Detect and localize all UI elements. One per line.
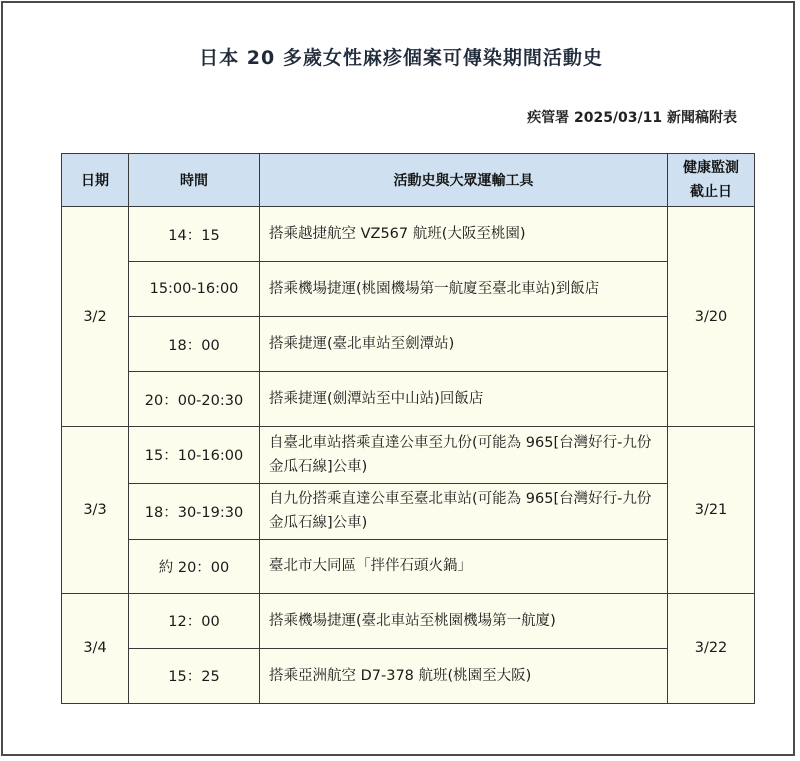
activity-cell: 自臺北車站搭乘直達公車至九份(可能為 965[台灣好行-九份金瓜石線]公車) [260,427,668,483]
time-cell: 12：00 [129,593,260,648]
page-title: 日本 20 多歲女性麻疹個案可傳染期間活動史 [199,47,603,69]
table-row [62,427,755,483]
date-cell: 3/2 [62,207,129,427]
activity-cell: 搭乘亞洲航空 D7-378 航班(桃園至大阪) [260,648,668,703]
header-monitor-line2: 截止日 [690,184,732,200]
header-monitor-end [668,154,755,207]
table-header-row [62,154,755,207]
header-monitor-line1: 健康監測 [683,160,739,176]
time-cell: 14：15 [129,207,260,262]
activity-cell: 搭乘機場捷運(臺北車站至桃園機場第一航廈) [260,593,668,648]
monitor-end-cell: 3/21 [668,427,755,593]
time-cell: 18：30-19:30 [129,483,260,539]
source-note: 疾管署 2025/03/11 新聞稿附表 [527,110,737,126]
activity-cell: 搭乘捷運(臺北車站至劍潭站) [260,317,668,372]
time-cell: 15:00-16:00 [129,262,260,317]
time-cell: 20：00-20:30 [129,372,260,427]
time-cell: 15：25 [129,648,260,703]
time-cell: 約 20：00 [129,539,260,593]
table-row [62,372,755,427]
activity-cell: 搭乘越捷航空 VZ567 航班(大阪至桃園) [260,207,668,262]
activity-cell: 自九份搭乘直達公車至臺北車站(可能為 965[台灣好行-九份金瓜石線]公車) [260,483,668,539]
table-row [62,483,755,539]
time-cell: 15：10-16:00 [129,427,260,483]
time-cell: 18：00 [129,317,260,372]
activity-cell: 臺北市大同區「拌伴石頭火鍋」 [260,539,668,593]
monitor-end-cell: 3/20 [668,207,755,427]
table-row [62,262,755,317]
header-activity: 活動史與大眾運輸工具 [260,154,668,207]
document-frame [1,1,795,756]
header-date: 日期 [62,154,129,207]
table-row [62,648,755,703]
table-row [62,207,755,262]
activity-history-table [61,153,755,704]
monitor-end-cell: 3/22 [668,593,755,703]
activity-cell: 搭乘捷運(劍潭站至中山站)回飯店 [260,372,668,427]
date-cell: 3/4 [62,593,129,703]
activity-cell: 搭乘機場捷運(桃園機場第一航廈至臺北車站)到飯店 [260,262,668,317]
header-time: 時間 [129,154,260,207]
table-row [62,539,755,593]
table-row [62,317,755,372]
table-row [62,593,755,648]
date-cell: 3/3 [62,427,129,593]
